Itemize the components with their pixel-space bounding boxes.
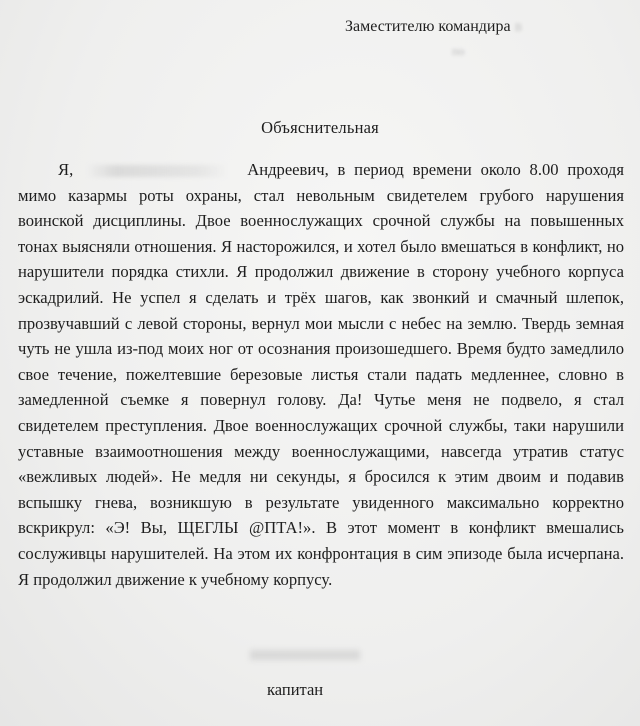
signature-rank: капитан: [267, 680, 324, 699]
redacted-signature: [250, 650, 360, 660]
body-text: Андреевич, в период времени около 8.00 проходя мимо казармы роты охраны, стал невольным свидетелем грубого нарушения воинской дисциплины. Двое военнослужащих срочной службы на повышенных тонах выясняли отношения. Я насторожился, и хотел было вмешаться в конфликт, но нарушители порядка стихли. Я продолжил движение в сторону учебного корпуса эскадрилий. Не успел я сделать и трёх шагов, как звонкий и смачный шлепок, прозвучавший с левой стороны, вернул мои мысли с небес на землю. Твердь земная чуть не ушла из-под моих ног от осознания произошедшего. Время будто замедлило свое течение, пожелтевшие березовые листья стали падать медленнее, словно в замедленной съемке я повернул голову. Да! Чутье меня не подвело, я стал свидетелем преступления. Двое военнослужащих срочной службы, таки нарушили уставные взаимоотношения между военнослужащими, навсегда утратив статус «вежливых людей». Не медля ни секунды, я бросился к этим двоим и подавив вспышку гнева, возникшую в результате увиденного максимально корректно вскрикрул: «Э! Вы, ЩЕГЛЫ @ПТА!». В этот момент в конфликт вмешались сослуживцы нарушителей. На этом их конфронтация в сим эпизоде была исчерпана. Я продолжил движение к учебному корпусу.: [18, 160, 624, 589]
addressee-redacted-line: по: [452, 44, 465, 58]
redacted-name: [87, 165, 227, 177]
addressee-redacted-trail: в: [514, 18, 523, 35]
document-title: Объяснительная: [261, 118, 379, 137]
addressee-text: Заместителю командира: [345, 18, 511, 35]
document-body: [18, 157, 624, 592]
addressee-line: [345, 18, 522, 36]
body-opening: Я,: [58, 160, 74, 179]
